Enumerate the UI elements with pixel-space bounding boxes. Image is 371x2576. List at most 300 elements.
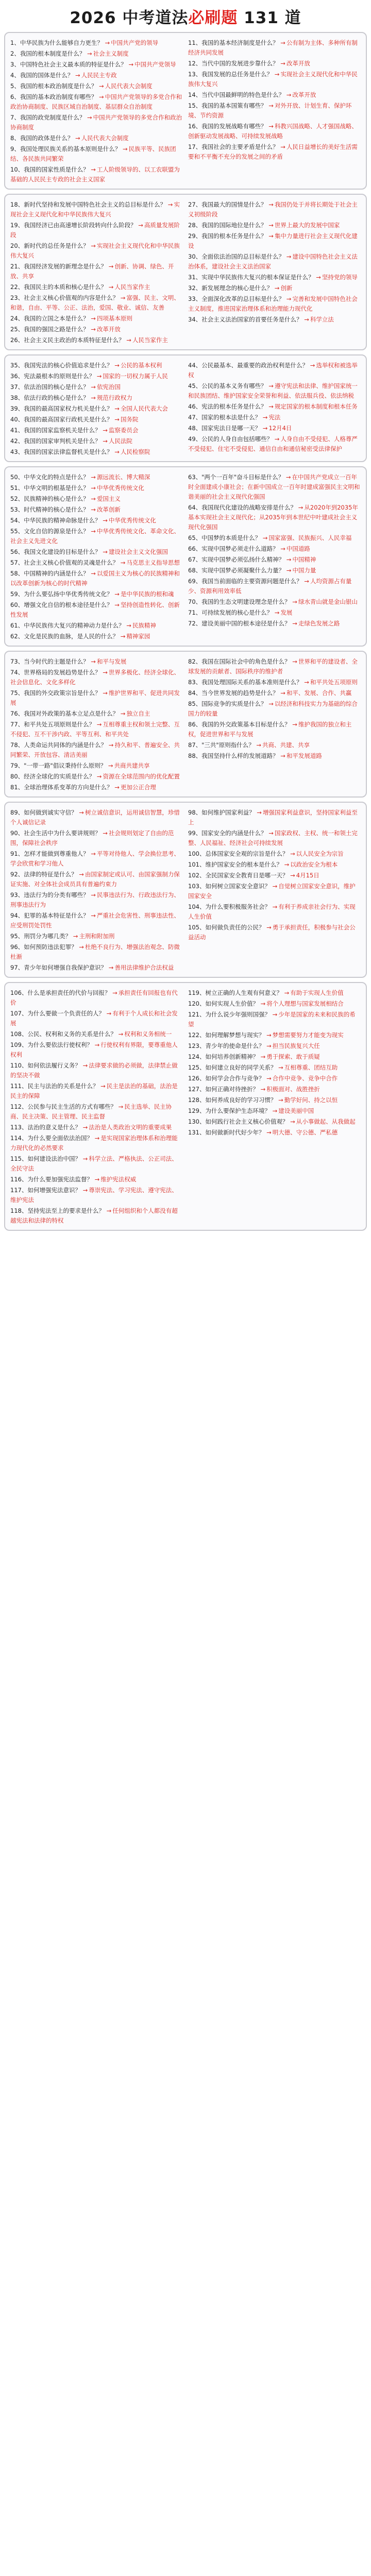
answer-text: → 集中力量进行社会主义现代化建设: [188, 232, 358, 249]
question-text: 6、我国的基本政治制度有哪些？: [10, 93, 97, 100]
question-column-left: [10, 361, 183, 458]
question-item: [188, 221, 361, 230]
answer-text: → 维护我国的独立和主权，促进世界和平与发展: [188, 721, 351, 738]
answer-text: → 遵守宪法和法律、维护国家统一和民族团结、维护国家安全荣誉和利益、依法服兵役、依法纳税: [188, 382, 358, 399]
question-item: [10, 371, 183, 381]
question-item: [188, 142, 361, 162]
question-text: 38、依法行政的核心是什么？: [10, 394, 89, 401]
question-item: [10, 1133, 183, 1153]
question-columns: [10, 200, 361, 346]
question-text: 75、我国的外交政策宗旨是什么？: [10, 689, 101, 697]
question-item: [188, 999, 361, 1009]
question-item: [10, 447, 183, 457]
question-text: 13、我国发展的总任务是什么？: [188, 71, 273, 78]
answer-text: → 创新、协调、绿色、开放、共享: [10, 263, 174, 280]
question-text: 113、法治的意义是什么？: [10, 1124, 81, 1131]
question-card: [4, 194, 367, 350]
question-item: [10, 38, 183, 48]
question-text: 54、中华民族的精神命脉是什么？: [10, 517, 101, 524]
question-item: [10, 849, 183, 869]
question-item: [10, 335, 183, 345]
question-item: [188, 720, 361, 739]
question-item: [188, 90, 361, 100]
question-item: [10, 516, 183, 526]
answer-text: → 人民日益增长的美好生活需要和不平衡不充分的发展之间的矛盾: [188, 143, 358, 160]
question-item: [10, 426, 183, 435]
answer-text: → 行使权利有界限，要尊重他人权利: [10, 1041, 178, 1058]
answer-text: → 完善和发展中国特色社会主义制度，推进国家治理体系和治理能力现代化: [188, 295, 358, 312]
question-text: 1、中华民族为什么能够自力更生？: [10, 39, 103, 46]
question-text: 67、实现中国梦必须弘扬什么精神？: [188, 556, 285, 563]
answer-text: → 民族平等、民族团结、各民族共同繁荣: [10, 145, 176, 162]
question-text: 93、违法行为的分类有哪些？: [10, 891, 89, 899]
question-text: 118、坚持宪法至上的要求是什么？: [10, 1207, 105, 1214]
question-item: [188, 413, 361, 422]
answer-text: → 和平、发展、合作、共赢: [280, 689, 351, 697]
question-item: [10, 262, 183, 281]
question-text: 94、犯罪的基本特征是什么？: [10, 912, 89, 919]
question-text: 41、我国的国家监察机关是什么？: [10, 427, 101, 434]
question-item: [188, 619, 361, 629]
question-item: [188, 808, 361, 827]
answer-text: → 绿水青山就是金山银山: [292, 598, 358, 605]
question-text: 27、我国最大的国情是什么？: [188, 201, 267, 208]
answer-text: → 少年是国家的未来和民族的希望: [188, 1011, 356, 1028]
answer-text: → 在中国共产党成立一百年时全面建成小康社会；在新中国成立一百年时建成富强民主文明和谐美丽的社会主义现代化强国: [188, 473, 360, 500]
question-item: [188, 1084, 361, 1094]
question-text: 46、宪法的根本任务是什么？: [188, 403, 267, 410]
question-item: [10, 133, 183, 143]
question-card: [4, 354, 367, 462]
answer-text: → 平等对待他人、学会换位思考、学会欣赏和学习他人: [10, 850, 180, 867]
question-text: 131、如何做新时代好少年？: [188, 1129, 265, 1136]
question-text: 32、新发展理念的核心是什么？: [188, 284, 273, 292]
question-card: [4, 982, 367, 1231]
question-item: [188, 361, 361, 380]
question-text: 11、我国的基本经济制度是什么？: [188, 39, 279, 46]
question-text: 49、公民的人身自由包括哪些？: [188, 435, 273, 443]
question-column-right: [188, 361, 361, 458]
answer-text: → 坚持党的领导: [316, 274, 358, 281]
question-text: 55、文化自信的源泉是什么？: [10, 528, 89, 535]
question-text: 20、新时代的总任务是什么？: [10, 242, 89, 249]
answer-text: → 独立自主: [121, 710, 150, 717]
answer-text: → 维护宪法权威: [95, 1176, 137, 1183]
question-item: [188, 1030, 361, 1040]
answer-text: → 中华优秀传统文化: [91, 484, 144, 492]
question-text: 14、当代中国最鲜明的特色是什么？: [188, 91, 285, 98]
question-item: [10, 415, 183, 425]
answer-text: → 科学立法: [304, 316, 334, 323]
question-sections: [0, 32, 371, 1231]
question-text: 22、我国民主的本质和核心是什么？: [10, 283, 107, 291]
question-columns: [10, 657, 361, 793]
question-text: 115、如何建设法治中国？: [10, 1155, 81, 1162]
answer-text: → 积极面对、战胜挫折: [261, 1086, 320, 1093]
answer-text: → 4月15日: [290, 872, 319, 879]
answer-text: → 和平发展道路: [280, 752, 322, 759]
answer-text: → 以爱国主义为核心的民族精神和以改革创新为核心的时代精神: [10, 570, 180, 587]
answer-text: → 民事违法行为、行政违法行为、刑事违法行为: [10, 891, 180, 908]
question-text: 104、为什么要积极服务社会？: [188, 903, 271, 910]
question-item: [188, 740, 361, 750]
question-item: [188, 38, 361, 58]
answer-text: → 实现社会主义现代化和中华民族伟大复兴: [188, 71, 358, 88]
question-text: 17、我国社会的主要矛盾是什么？: [188, 143, 279, 150]
answer-text: → 监察委员会: [103, 427, 138, 434]
question-item: [188, 902, 361, 922]
answer-text: → 以政治安全为根本: [284, 861, 338, 868]
question-text: 42、我国的国家审判机关是什么？: [10, 437, 101, 445]
answer-text: → 善用法律维护合法权益: [109, 964, 174, 971]
question-item: [188, 315, 361, 325]
question-text: 73、当今时代的主题是什么？: [10, 658, 89, 665]
question-text: 100、总体国家安全观的宗旨是什么？: [188, 850, 289, 857]
question-item: [10, 293, 183, 313]
question-item: [10, 761, 183, 771]
question-text: 128、如何养成良好的学习习惯？: [188, 1096, 277, 1104]
question-item: [10, 1206, 183, 1226]
question-text: 2、我国的根本制度是什么？: [10, 50, 86, 57]
answer-text: → 中华优秀传统文化、革命文化、社会主义先进文化: [10, 528, 180, 545]
question-column-right: [188, 657, 361, 793]
answer-text: → 四项基本原则: [91, 315, 132, 322]
answer-text: → 人民当家作主: [109, 283, 150, 291]
question-item: [10, 632, 183, 641]
question-text: 65、中国梦的本质是什么？: [188, 534, 261, 541]
answer-text: → 民主选举、民主协商、民主决策、民主管理、民主监督: [10, 1103, 172, 1120]
question-item: [10, 668, 183, 687]
question-text: 69、我国当前面临的主要资源问题是什么？: [188, 578, 302, 585]
question-text: 59、为什么要弘扬中华优秀传统文化？: [10, 590, 113, 598]
question-item: [10, 558, 183, 568]
question-column-right: [188, 200, 361, 346]
question-item: [188, 1074, 361, 1083]
question-text: 89、如何做到诚实守信？: [10, 809, 77, 816]
question-card: [4, 466, 367, 647]
question-item: [10, 382, 183, 392]
answer-text: → 中国共产党领导的多党合作和政治协商制度: [10, 114, 182, 131]
answer-text: → 世界上最大的发展中国家: [268, 222, 340, 229]
answer-text: → 人民当家作主: [126, 336, 168, 344]
answer-text: → 中国力量: [286, 567, 316, 574]
question-text: 109、为什么要依法行使权利？: [10, 1041, 93, 1048]
question-item: [188, 200, 361, 219]
question-item: [10, 1040, 183, 1060]
question-text: 25、我国的强国之路是什么？: [10, 326, 89, 333]
question-text: 37、依法治国的核心是什么？: [10, 383, 89, 391]
question-text: 70、我国的生态文明建设理念是什么？: [188, 598, 291, 605]
answer-text: → 人民代表大会制度: [99, 82, 153, 90]
question-text: 116、为什么要加强宪法监督？: [10, 1176, 93, 1183]
question-item: [188, 122, 361, 141]
question-text: 39、我国的最高国家权力机关是什么？: [10, 405, 113, 412]
question-text: 81、全球治理体系变革的方向是什么？: [10, 784, 113, 791]
question-item: [188, 252, 361, 272]
question-text: 83、我国处理国际关系的基本准则是什么？: [188, 679, 302, 686]
question-item: [10, 361, 183, 370]
answer-text: → 任何组织和个人都没有超越宪法和法律的特权: [10, 1207, 178, 1224]
question-text: 106、什么是承担责任的代价与回报？: [10, 989, 111, 996]
answer-text: → 建设美丽中国: [273, 1107, 314, 1114]
question-text: 23、社会主义核心价值观的内容是什么？: [10, 294, 119, 301]
question-item: [188, 608, 361, 618]
question-text: 112、公民参与民主生活的方式有哪些？: [10, 1103, 116, 1110]
question-text: 92、法律的特征是什么？: [10, 871, 77, 878]
question-text: 99、国家安全的内涵是什么？: [188, 829, 267, 837]
question-item: [10, 494, 183, 504]
answer-text: → 工人阶级领导的、以工农联盟为基础的人民民主专政的社会主义国家: [10, 166, 180, 183]
answer-text: → 精神家园: [121, 633, 150, 640]
answer-text: → 将个人理想与国家发展相结合: [261, 1000, 344, 1007]
question-columns: [10, 808, 361, 974]
question-text: 86、我国的外交政策基本目标是什么？: [188, 721, 291, 728]
question-item: [10, 165, 183, 184]
title-highlight: 必刷题: [188, 8, 238, 27]
answer-text: → 增强国家利益意识，坚持国家利益至上: [188, 809, 358, 826]
answer-text: → 世界多极化、经济全球化、社会信息化、文化多样化: [10, 669, 180, 686]
question-card: [4, 32, 367, 190]
question-item: [10, 1009, 183, 1028]
page-title: [70, 5, 301, 28]
question-item: [188, 1063, 361, 1073]
question-text: 80、经济全球化的实质是什么？: [10, 773, 95, 780]
answer-text: → 实现社会主义现代化和中华民族伟大复兴: [10, 201, 180, 218]
question-item: [188, 566, 361, 575]
question-item: [10, 200, 183, 219]
question-column-right: [188, 808, 361, 974]
question-text: 3、中国特色社会主义最本质的特征是什么？: [10, 61, 127, 68]
question-text: 21、我国经济发展的新理念是什么？: [10, 263, 107, 270]
question-text: 117、如何增强宪法意识？: [10, 1187, 81, 1194]
question-item: [10, 1175, 183, 1184]
answer-text: → 中国共产党的领导: [105, 39, 158, 46]
answer-text: → 主刑和附加刑: [73, 933, 115, 940]
answer-text: → 中华优秀传统文化: [103, 517, 156, 524]
question-text: 45、公民的基本义务有哪些？: [188, 382, 267, 389]
question-item: [10, 808, 183, 827]
question-text: 48、国家宪法日是哪一天？: [188, 425, 261, 432]
answer-text: → 中国精神: [286, 556, 316, 563]
question-text: 18、新时代坚持和发展中国特色社会主义的总目标是什么？: [10, 201, 166, 208]
question-text: 95、刑罚分为哪几类？: [10, 933, 72, 940]
answer-text: → 规定国家的根本制度和根本任务: [268, 403, 358, 410]
question-item: [10, 527, 183, 546]
question-item: [10, 221, 183, 240]
answer-text: → 建设社会主义文化强国: [103, 548, 168, 555]
answer-text: → 富强、民主、文明、和谐，自由、平等、公正、法治，爱国、敬业、诚信、友善: [10, 294, 180, 311]
answer-text: → 规范行政权力: [91, 394, 132, 401]
question-text: 103、如何树立国家安全意识？: [188, 883, 271, 890]
answer-text: → 坚持创造性转化、创新性发展: [10, 601, 180, 618]
question-card: [4, 802, 367, 978]
question-text: 30、全面依法治国的总目标是什么？: [188, 253, 285, 260]
answer-text: → 勇于探索、敢于质疑: [261, 1053, 320, 1060]
question-item: [10, 963, 183, 973]
question-item: [188, 1095, 361, 1105]
answer-text: → 从小事做起、从我做起: [290, 1118, 356, 1125]
question-text: 7、我国的政党制度是什么？: [10, 114, 86, 121]
question-text: 121、为什么说少年强则国强？: [188, 1011, 271, 1018]
question-item: [10, 436, 183, 446]
question-column-right: [188, 472, 361, 642]
question-text: 47、国家的根本法是什么？: [188, 414, 261, 421]
answer-text: → 社会主义制度: [87, 50, 129, 57]
answer-text: → 共商共建共享: [108, 762, 150, 769]
answer-text: → 宪法: [263, 414, 281, 421]
question-item: [10, 81, 183, 91]
answer-text: → 公有制为主体、多种所有制经济共同发展: [188, 39, 358, 56]
question-column-left: [10, 472, 183, 642]
question-item: [10, 404, 183, 414]
question-item: [188, 544, 361, 554]
question-item: [188, 1052, 361, 1062]
answer-text: → 尊崇宪法、学习宪法、遵守宪法、维护宪法: [10, 1187, 178, 1204]
question-text: 4、我国的国体是什么？: [10, 72, 74, 79]
question-text: 62、文化是民族的血脉，是人民的什么？: [10, 633, 119, 640]
question-item: [188, 231, 361, 251]
question-column-left: [10, 808, 183, 974]
answer-text: → 人民检察院: [114, 448, 150, 455]
answer-text: → 社会规则划定了自由的范围，保障社会秩序: [10, 829, 174, 846]
question-text: 130、如何践行社会主义核心价值观？: [188, 1118, 289, 1125]
question-item: [10, 740, 183, 760]
answer-text: → 国家富强、民族振兴、人民幸福: [263, 534, 352, 541]
answer-text: → 勤学好问、持之以恒: [278, 1096, 338, 1104]
question-text: 57、社会主义核心价值观的灵魂是什么？: [10, 559, 119, 566]
answer-text: → 明大德、守公德、严私德: [266, 1129, 338, 1136]
question-text: 19、我国经济已由高速增长阶段转向什么阶段？: [10, 222, 137, 229]
answer-text: → 国务院: [114, 416, 138, 423]
question-item: [10, 1185, 183, 1205]
question-item: [10, 870, 183, 889]
answer-text: → 对外开放、计划生育、保护环境、节约资源: [188, 102, 351, 119]
question-item: [188, 59, 361, 69]
question-text: 10、我国的国家性质是什么？: [10, 166, 89, 173]
answer-text: → 世界和平的建设者、全球发展的贡献者、国际秩序的维护者: [188, 658, 358, 675]
answer-text: → 自觉树立国家安全意识，维护国家安全: [188, 883, 356, 900]
question-item: [10, 1123, 183, 1132]
answer-text: → 维护世界和平、促进共同发展: [10, 689, 180, 706]
answer-text: → 公民的基本权利: [114, 362, 162, 369]
question-column-left: [10, 38, 183, 185]
question-item: [188, 434, 361, 454]
answer-text: → 合作中竞争、竞争中合作: [266, 1075, 338, 1082]
answer-text: → 改革创新: [91, 506, 121, 513]
question-text: 111、民主与法治的关系是什么？: [10, 1082, 99, 1090]
question-text: 58、中国精神的内涵是什么？: [10, 570, 89, 577]
question-text: 114、为什么要全面依法治国？: [10, 1134, 93, 1142]
question-text: 40、我国的最高国家行政机关是什么？: [10, 416, 113, 423]
question-text: 77、和平共处五项原则是什么？: [10, 721, 95, 728]
question-item: [188, 423, 361, 433]
answer-text: → 法律要求做的必须做，法律禁止做的坚决不做: [10, 1062, 178, 1079]
question-text: 79、"一带一路"倡议秉持什么原则？: [10, 762, 107, 769]
header: [0, 0, 371, 32]
question-item: [10, 113, 183, 132]
question-item: [188, 923, 361, 942]
question-item: [188, 472, 361, 502]
answer-text: → 走绿色发展之路: [292, 620, 340, 627]
question-item: [10, 1154, 183, 1174]
answer-text: → 有利于养成亲社会行为、实现人生价值: [188, 903, 356, 920]
answer-text: → 担当民族复兴大任: [266, 1042, 320, 1049]
question-item: [10, 657, 183, 667]
answer-text: → 发展: [275, 609, 293, 616]
question-item: [188, 1117, 361, 1127]
question-item: [10, 828, 183, 848]
question-text: 123、青少年的使命是什么？: [188, 1042, 265, 1049]
answer-text: → 民主是法治的基础，法治是民主的保障: [10, 1082, 178, 1099]
question-text: 90、社会生活中为什么要讲规则？: [10, 829, 101, 837]
question-item: [188, 860, 361, 870]
answer-text: → 民族精神: [126, 622, 156, 629]
question-text: 72、建设美丽中国的根本途径是什么？: [188, 620, 291, 627]
question-text: 107、为什么要做一个负责任的人？: [10, 1010, 105, 1017]
question-text: 110、如何依法履行义务？: [10, 1062, 81, 1069]
question-item: [10, 772, 183, 782]
question-text: 60、增强文化自信的根本途径是什么？: [10, 601, 113, 608]
answer-text: → 权利和义务相统一: [119, 1030, 172, 1038]
question-text: 105、如何做负责任的公民？: [188, 924, 265, 931]
question-item: [10, 1061, 183, 1080]
question-item: [188, 699, 361, 719]
question-column-right: [188, 38, 361, 185]
question-item: [10, 314, 183, 324]
question-text: 97、青少年如何增强自我保护意识？: [10, 964, 107, 971]
answer-text: → 创新: [275, 284, 293, 292]
answer-text: → 高质量发展阶段: [10, 222, 180, 239]
answer-text: → 国家政权、主权、统一和领土完整、人民福祉、经济社会可持续发展: [188, 829, 358, 846]
question-item: [10, 144, 183, 164]
question-item: [10, 472, 183, 482]
answer-text: → 有助于实现人生价值: [284, 989, 344, 996]
question-text: 96、如何预防违法犯罪？: [10, 943, 77, 951]
answer-text: → 由国家制定或认可、由国家强制力保证实施、对全体社会成员具有普遍约束力: [10, 871, 180, 888]
answer-text: → 实现社会主义现代化和中华民族伟大复兴: [10, 242, 180, 259]
question-item: [10, 1029, 183, 1039]
answer-text: → 中国道路: [280, 545, 310, 552]
answer-text: → 共商、共建、共享: [256, 741, 310, 749]
answer-text: → 互相尊重主权和领土完整、互不侵犯、互不干涉内政、平等互利、和平共处: [10, 721, 180, 738]
answer-text: → 科教兴国战略、人才强国战略、创新驱动发展战略、可持续发展战略: [188, 123, 358, 140]
question-text: 102、全民国家安全教育日是哪一天？: [188, 872, 289, 879]
question-text: 64、我国现代化建设的战略安排是什么？: [188, 504, 297, 511]
answer-text: → 建设中国特色社会主义法治体系，建设社会主义法治国家: [188, 253, 358, 270]
answer-text: → 中国共产党领导: [128, 61, 176, 68]
answer-text: → 和平共处五项原则: [304, 679, 358, 686]
question-text: 12、当代中国的发展进步靠什么？: [188, 60, 279, 67]
answer-text: → 人民民主专政: [75, 72, 117, 79]
answer-text: → 以经济和科技实力为基础的综合国力的较量: [188, 700, 358, 717]
question-text: 129、为什么要保护生态环境？: [188, 1107, 271, 1114]
question-item: [188, 828, 361, 848]
question-text: 84、当今世界发展的趋势是什么？: [188, 689, 279, 697]
question-item: [10, 1081, 183, 1101]
question-item: [10, 988, 183, 1008]
question-text: 88、我国坚持什么样的发展道路？: [188, 752, 279, 759]
question-item: [188, 577, 361, 596]
answer-text: → 科学立法、严格执法、公正司法、全民守法: [10, 1155, 178, 1172]
question-text: 29、我国的根本任务是什么？: [188, 232, 267, 240]
question-item: [10, 709, 183, 719]
question-item: [188, 1106, 361, 1116]
question-item: [10, 783, 183, 792]
question-item: [188, 677, 361, 687]
answer-text: → 严重社会危害性、刑事违法性、应受刑罚处罚性: [10, 912, 180, 929]
question-item: [10, 931, 183, 941]
question-item: [188, 882, 361, 901]
